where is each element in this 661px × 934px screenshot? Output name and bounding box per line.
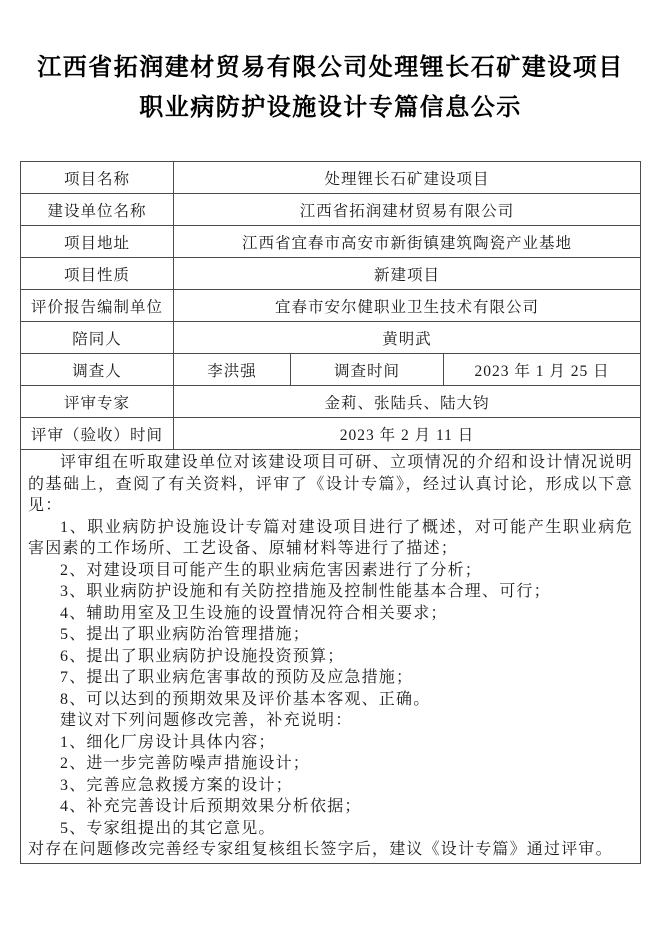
- info-table: [20, 161, 641, 864]
- opinion-paragraph: 6、提出了职业病防护设施投资预算；: [60, 647, 345, 665]
- row-label: 评审专家: [21, 386, 174, 418]
- row-value-secondary: 2023 年 1 月 25 日: [444, 354, 641, 386]
- row-label-secondary: 调查时间: [291, 354, 444, 386]
- row-label: 建设单位名称: [21, 194, 174, 226]
- opinion-paragraph-conclusion: 对存在问题修改完善经专家组复核组长签字后，建议《设计专篇》通过评审。: [28, 841, 613, 858]
- opinion-paragraph: 4、补充完善设计后预期效果分析依据；: [60, 798, 362, 815]
- opinion-paragraph: 8、可以达到的预期效果及评价基本客观、正确。: [60, 690, 431, 708]
- opinion-paragraph: 评审组在听取建设单位对该建设项目可研、立项情况的介绍和设计情况说明的基础上，查阅了有关资料，评审了《设计专篇》，经过认真讨论，形成以下意见：: [28, 454, 634, 514]
- opinion-paragraph: 1、细化厂房设计具体内容；: [60, 733, 276, 751]
- row-value: 2023 年 2 月 11 日: [174, 418, 641, 450]
- row-value: 新建项目: [174, 258, 641, 290]
- row-label: 项目名称: [21, 162, 174, 194]
- opinion-paragraph: 3、完善应急救援方案的设计；: [60, 776, 293, 794]
- table-row-opinion: [21, 450, 641, 864]
- row-label: 项目性质: [21, 258, 174, 290]
- row-label: 项目地址: [21, 226, 174, 258]
- table-row-investigator: [21, 354, 641, 386]
- row-value: 宜春市安尔健职业卫生技术有限公司: [174, 290, 641, 322]
- table-row: [21, 226, 641, 258]
- row-label: 陪同人: [21, 322, 174, 354]
- table-row: [21, 258, 641, 290]
- table-row: [21, 194, 641, 226]
- row-value: 处理锂长石矿建设项目: [174, 162, 641, 194]
- row-label: 评价报告编制单位: [21, 290, 174, 322]
- opinion-paragraph: 5、专家组提出的其它意见。: [60, 819, 276, 837]
- row-value: 江西省拓润建材贸易有限公司: [174, 194, 641, 226]
- row-value: 李洪强: [174, 354, 291, 386]
- opinion-paragraph: 2、对建设项目可能产生的职业病危害因素进行了分析；: [60, 561, 483, 579]
- row-value: 金莉、张陆兵、陆大钧: [174, 386, 641, 418]
- opinion-paragraph: 5、提出了职业病防治管理措施；: [60, 626, 311, 643]
- row-value: 黄明武: [174, 322, 641, 354]
- row-label: 调查人: [21, 354, 174, 386]
- table-row: [21, 162, 641, 194]
- opinion-paragraph: 建议对下列问题修改完善，补充说明：: [60, 712, 353, 729]
- opinion-paragraph: 3、职业病防护设施和有关防控措施及控制性能基本合理、可行；: [60, 583, 551, 600]
- opinion-paragraph: 1、职业病防护设施设计专篇对建设项目进行了概述，对可能产生职业病危害因素的工作场所、工艺设备、原辅材料等进行了描述；: [28, 518, 634, 557]
- table-row: [21, 418, 641, 450]
- opinion-paragraph: 7、提出了职业病危害事故的预防及应急措施；: [60, 669, 414, 686]
- page-title: 江西省拓润建材贸易有限公司处理锂长石矿建设项目职业病防护设施设计专篇信息公示: [37, 55, 624, 121]
- review-opinion-cell: [21, 450, 641, 864]
- row-label: 评审（验收）时间: [21, 418, 174, 450]
- opinion-paragraph: 2、进一步完善防噪声措施设计；: [60, 755, 311, 772]
- table-row: [21, 322, 641, 354]
- opinion-paragraph: 4、辅助用室及卫生设施的设置情况符合相关要求；: [60, 604, 448, 622]
- table-row: [21, 290, 641, 322]
- table-row: [21, 386, 641, 418]
- row-value: 江西省宜春市高安市新街镇建筑陶瓷产业基地: [174, 226, 641, 258]
